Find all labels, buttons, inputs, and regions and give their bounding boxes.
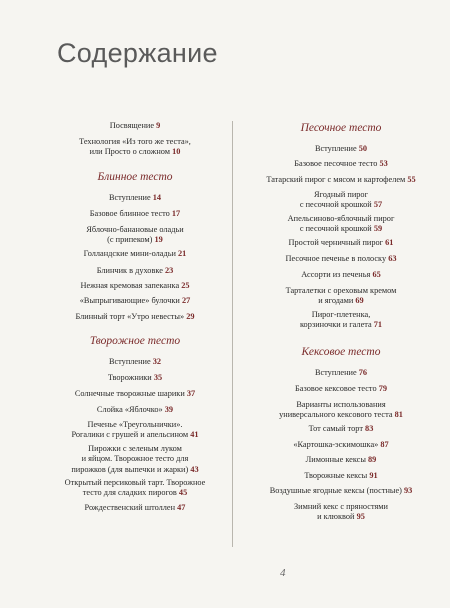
toc-entry	[246, 400, 436, 421]
toc-entry-title: Татарский пирог с мясом и картофелем	[266, 175, 406, 184]
toc-entry-title: с песочной крошкой	[299, 200, 372, 210]
toc-entry-page: 89	[368, 455, 377, 464]
toc-entry	[246, 471, 436, 481]
toc-entry-page: 29	[186, 312, 195, 321]
toc-entry	[40, 357, 230, 367]
toc-entry	[40, 389, 230, 399]
toc-entry-title: и яйцом. Творожное тесто для	[81, 454, 189, 464]
toc-entry-title: Слойка «Яблочко»	[96, 405, 163, 414]
toc-entry-title: Творожники	[107, 373, 152, 382]
toc-entry-page: 35	[153, 373, 163, 382]
toc-entry-page: 10	[172, 147, 181, 157]
toc-entry-title: Базовое песочное тесто	[294, 159, 378, 168]
toc-entry	[246, 486, 436, 496]
toc-entry	[40, 373, 230, 383]
toc-entry-page: 19	[154, 235, 163, 245]
toc-entry-page: 37	[186, 389, 196, 398]
toc-entry-title: Солнечные творожные шарики	[74, 389, 185, 398]
page-number: 4	[280, 567, 286, 579]
toc-entry	[246, 368, 436, 378]
toc-entry-page: 32	[152, 357, 162, 366]
toc-entry-page: 71	[373, 320, 383, 330]
toc-entry-page: 65	[372, 270, 381, 279]
toc-entry-page: 9	[156, 121, 161, 130]
toc-entry	[246, 270, 436, 280]
toc-entry	[246, 175, 436, 185]
toc-entry-title: Ягодный пирог	[314, 190, 368, 199]
section-heading: Песочное тесто	[300, 122, 382, 134]
toc-entry-title: Открытый персиковый тарт. Творожное	[64, 478, 206, 487]
toc-entry-page: 95	[356, 512, 365, 522]
toc-entry-title: с песочной крошкой	[299, 224, 372, 234]
toc-entry-title: Пирог-плетенка,	[311, 310, 371, 319]
toc-entry	[40, 193, 230, 203]
toc-entry-title: или Просто о сложном	[89, 147, 171, 157]
toc-entry	[40, 312, 230, 322]
toc-entry-title: Голландские мини-оладьи	[83, 249, 176, 258]
toc-entry	[246, 214, 436, 235]
toc-entry-title: Лимонные кексы	[305, 455, 366, 464]
toc-entry	[40, 296, 230, 306]
toc-entry-title: Посвящение	[109, 121, 155, 130]
toc-entry-page: 91	[369, 471, 378, 480]
toc-entry	[246, 455, 436, 465]
toc-entry-title: корзиночки и галета	[299, 320, 372, 330]
toc-entry	[40, 405, 230, 415]
toc-entry-title: Блинчик в духовке	[96, 266, 163, 275]
toc-entry-title: Зимний кекс с пряностями	[294, 502, 388, 511]
toc-entry-page: 81	[394, 410, 403, 420]
toc-entry	[246, 254, 436, 264]
section-heading: Кексовое тесто	[301, 346, 381, 358]
toc-entry-page: 45	[178, 488, 188, 498]
toc-entry-title: Вступление	[314, 368, 357, 377]
toc-entry-title: Пирожки с зеленым луком	[88, 444, 182, 453]
toc-entry	[40, 444, 230, 475]
toc-entry-title: Базовое блинное тесто	[89, 209, 170, 218]
toc-entry-page: 57	[373, 200, 383, 210]
toc-entry-page: 83	[365, 424, 374, 433]
toc-entry-page: 41	[190, 430, 199, 440]
toc-entry-title: Нежная кремовая запеканка	[80, 281, 180, 290]
toc-entry	[246, 238, 436, 248]
toc-entry-title: Воздушные ягодные кексы (постные)	[269, 486, 402, 495]
toc-entry-page: 47	[177, 503, 186, 512]
toc-entry-page: 76	[358, 368, 368, 377]
toc-entry	[40, 478, 230, 499]
toc-entry-page: 25	[181, 281, 190, 290]
page-title: Содержание	[57, 38, 218, 68]
toc-entry	[246, 440, 436, 450]
toc-entry-page: 55	[407, 175, 416, 184]
toc-entry-page: 59	[373, 224, 383, 234]
toc-entry-title: Тарталетки с ореховым кремом	[285, 286, 397, 295]
toc-entry	[246, 384, 436, 394]
toc-entry-page: 50	[358, 144, 368, 153]
toc-entry	[40, 420, 230, 441]
toc-entry-title: Рождественский штоллен	[84, 503, 176, 512]
toc-entry	[40, 249, 230, 259]
toc-entry	[40, 266, 230, 276]
toc-entry-title: Блинный торт «Утро невесты»	[75, 312, 185, 321]
toc-entry-title: «Выпрыгивающие» булочки	[79, 296, 180, 305]
toc-entry-page: 39	[164, 405, 174, 414]
toc-entry	[40, 281, 230, 291]
toc-entry-page: 17	[171, 209, 181, 218]
toc-entry	[40, 225, 230, 246]
toc-entry-page: 93	[404, 486, 413, 495]
toc-entry-page: 53	[379, 159, 388, 168]
toc-entry-title: Базовое кексовое тесто	[295, 384, 377, 393]
toc-entry	[40, 209, 230, 219]
toc-entry-title: Вступление	[108, 193, 151, 202]
toc-entry	[246, 159, 436, 169]
toc-entry-title: Варианты использования	[296, 400, 386, 409]
toc-entry-title: пирожков (для выпечки и жарки)	[71, 464, 189, 474]
column-divider	[232, 121, 233, 547]
toc-entry-title: Апельсиново-яблочный пирог	[287, 214, 395, 223]
toc-entry-title: Технология «Из того же теста»,	[79, 137, 191, 146]
toc-entry-title: и клюквой	[317, 512, 355, 522]
toc-entry-title: (с припеком)	[107, 235, 153, 245]
toc-entry-page: 61	[385, 238, 394, 247]
toc-entry-title: Тот самый торт	[308, 424, 363, 433]
toc-entry-page: 63	[388, 254, 397, 263]
toc-entry-page: 21	[178, 249, 187, 258]
toc-entry-title: Печенье «Треугольнички».	[87, 420, 183, 429]
toc-entry	[40, 137, 230, 158]
toc-entry-title: Творожные кексы	[304, 471, 368, 480]
section-heading: Творожное тесто	[89, 335, 181, 347]
toc-entry-page: 27	[181, 296, 191, 305]
toc-entry	[246, 190, 436, 211]
toc-entry-title: Рогалики с грушей и апельсином	[71, 430, 189, 440]
toc-entry-title: и ягодами	[318, 296, 354, 306]
toc-entry	[246, 286, 436, 307]
toc-entry-title: Вступление	[314, 144, 357, 153]
toc-entry	[40, 121, 230, 131]
toc-entry-title: Ассорти из печенья	[301, 270, 371, 279]
toc-entry-page: 87	[380, 440, 389, 449]
toc-entry	[246, 424, 436, 434]
toc-entry	[246, 144, 436, 154]
toc-entry-page: 23	[164, 266, 174, 275]
toc-entry-title: Простой черничный пирог	[288, 238, 384, 247]
toc-entry	[40, 503, 230, 513]
section-heading: Блинное тесто	[97, 171, 173, 183]
toc-entry	[246, 310, 436, 331]
toc-entry-title: Яблочно-банановые оладьи	[86, 225, 184, 234]
toc-entry-title: Вступление	[108, 357, 151, 366]
toc-entry-page: 69	[355, 296, 364, 306]
toc-entry-title: «Картошка-эскимошка»	[293, 440, 379, 449]
toc-entry-title: тесто для сладких пирогов	[82, 488, 177, 498]
toc-entry-title: Песочное печенье в полоску	[285, 254, 387, 263]
toc-entry-title: универсального кексового теста	[279, 410, 393, 420]
toc-entry-page: 79	[378, 384, 387, 393]
toc-entry-page: 14	[152, 193, 162, 202]
toc-entry-page: 43	[190, 464, 199, 474]
toc-entry	[246, 502, 436, 523]
